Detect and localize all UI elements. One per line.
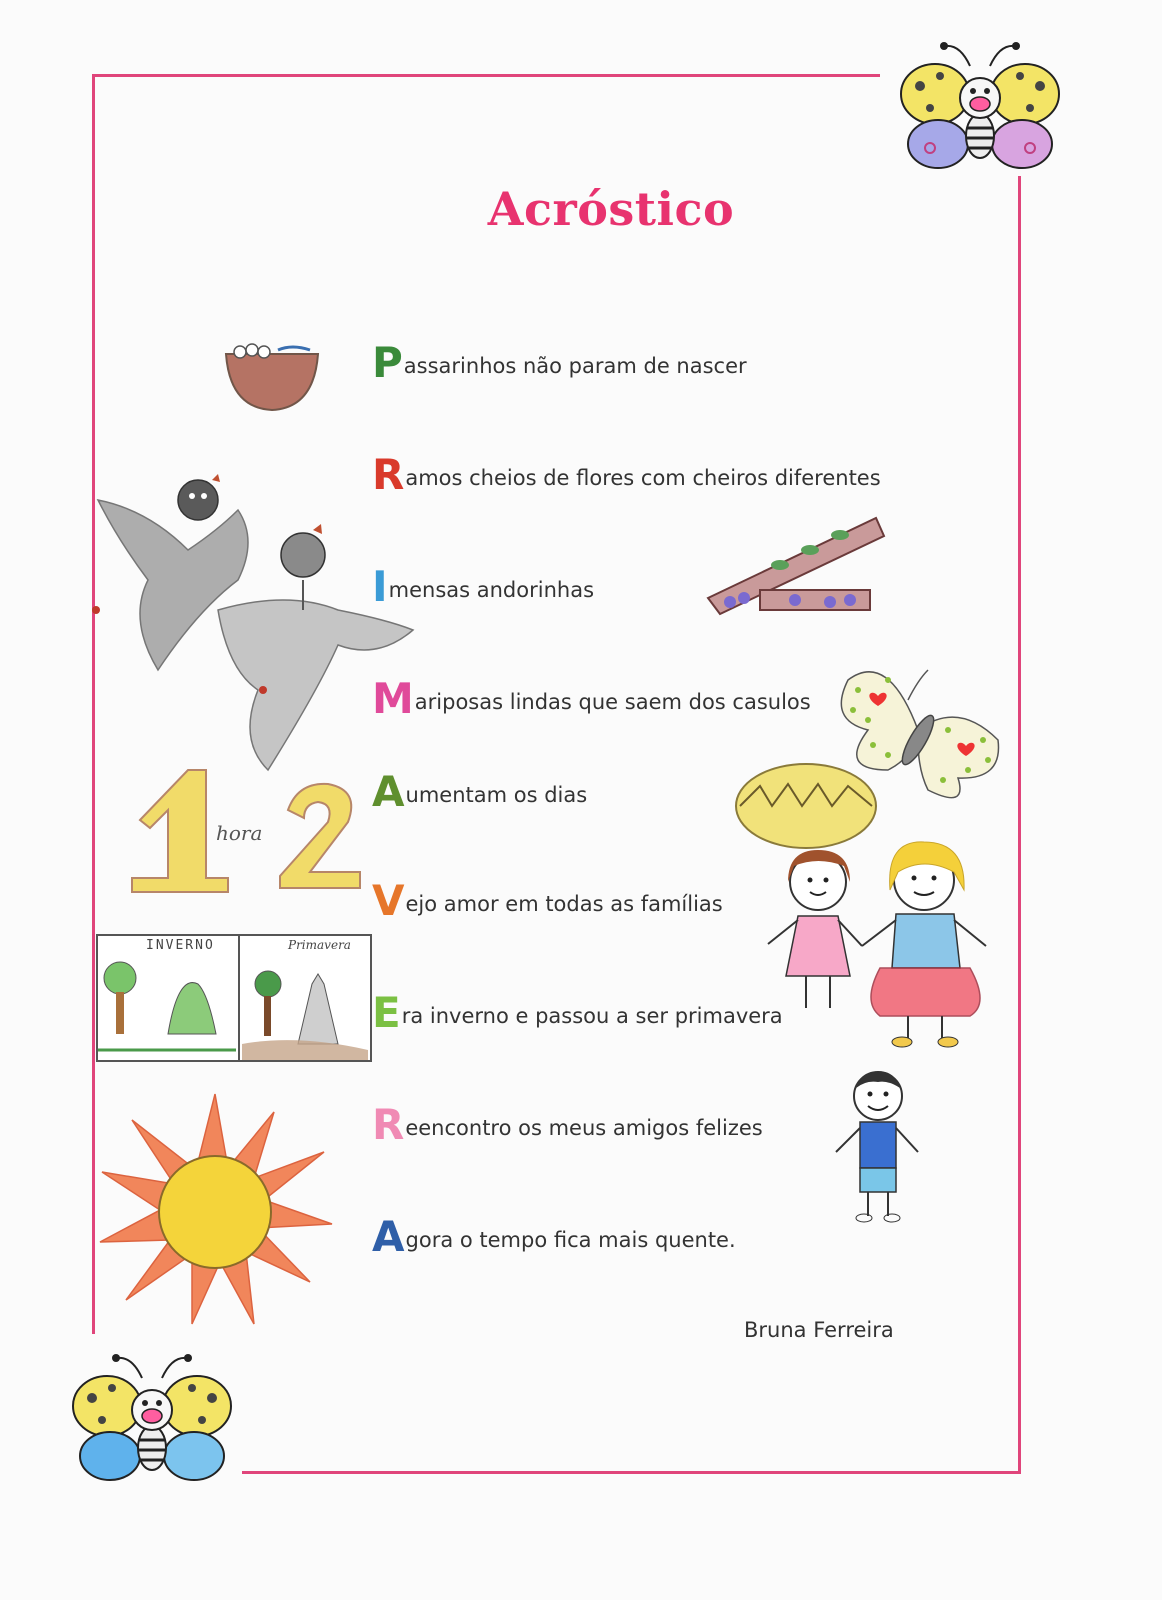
line-text: gora o tempo fica mais quente. xyxy=(405,1228,736,1252)
butterfly-top-right-icon xyxy=(900,36,1060,178)
one-hour-two-drawing xyxy=(128,760,368,910)
initial-letter: M xyxy=(372,674,414,723)
acrostic-line-6 xyxy=(372,876,723,925)
initial-letter: R xyxy=(372,1100,405,1149)
boy-drawing xyxy=(828,1066,928,1226)
initial-letter: A xyxy=(372,1212,405,1261)
flowering-branch-drawing xyxy=(700,510,890,620)
winter-spring-drawing xyxy=(96,934,372,1062)
initial-letter: I xyxy=(372,562,388,611)
frame-top-border xyxy=(92,74,880,77)
sun-drawing xyxy=(96,1092,334,1330)
line-text: ejo amor em todas as famílias xyxy=(405,892,723,916)
spring-label: Primavera xyxy=(288,938,351,952)
initial-letter: P xyxy=(372,338,403,387)
page-title: Acróstico xyxy=(487,182,735,236)
line-text: ra inverno e passou a ser primavera xyxy=(401,1004,783,1028)
frame-right-border xyxy=(1018,176,1021,1474)
line-text: mensas andorinhas xyxy=(388,578,595,602)
line-text: assarinhos não param de nascer xyxy=(403,354,747,378)
line-text: amos cheios de flores com cheiros diferentes xyxy=(405,466,881,490)
acrostic-line-2 xyxy=(372,450,881,499)
acrostic-line-1 xyxy=(372,338,747,387)
acrostic-line-4 xyxy=(372,674,811,723)
bird-nest-drawing xyxy=(222,340,324,414)
initial-letter: A xyxy=(372,767,405,816)
line-text: eencontro os meus amigos felizes xyxy=(405,1116,763,1140)
author-signature: Bruna Ferreira xyxy=(744,1318,894,1342)
acrostic-line-7 xyxy=(372,988,783,1037)
acrostic-line-8 xyxy=(372,1100,763,1149)
line-text: ariposas lindas que saem dos casulos xyxy=(414,690,811,714)
line-text: umentam os dias xyxy=(405,783,588,807)
winter-label: INVERNO xyxy=(146,938,215,953)
initial-letter: V xyxy=(372,876,405,925)
acrostic-line-9 xyxy=(372,1212,736,1261)
initial-letter: E xyxy=(372,988,401,1037)
swallows-drawing xyxy=(88,470,418,780)
frame-bottom-border xyxy=(242,1471,1021,1474)
butterfly-bottom-left-icon xyxy=(72,1348,232,1490)
initial-letter: R xyxy=(372,450,405,499)
hour-word-label: hora xyxy=(216,821,263,845)
family-girls-drawing xyxy=(758,836,1002,1058)
